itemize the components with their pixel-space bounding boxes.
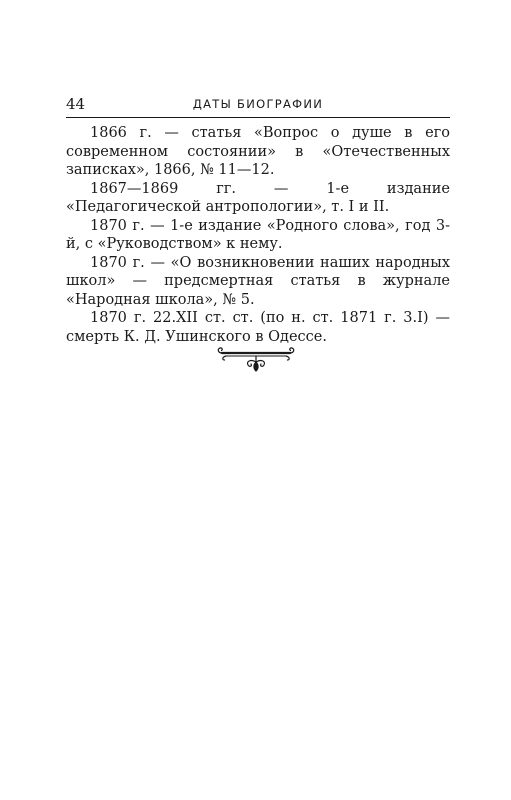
header-rule	[66, 117, 450, 118]
date-entry: 1870 г. 22.XII ст. ст. (по н. ст. 1871 г. 3.I) — смерть К. Д. Ушинского в Одессе.	[66, 310, 450, 345]
page-header-title: ДАТЫ БИОГРАФИИ	[192, 97, 324, 111]
page-number: 44	[66, 95, 86, 113]
date-entry: 1870 г. — «О возникновении наших народных школ» — предсмертная статья в журнале «Народная школа», № 5.	[66, 254, 450, 308]
date-entry: 1866 г. — статья «Вопрос о душе в его современном состоянии» в «Отечественных записках», 1866, № 11—12.	[66, 125, 450, 178]
date-entry: 1867—1869 гг. — 1-е издание «Педагогической антропологии», т. I и II.	[66, 180, 450, 215]
decorative-tailpiece-ornament-icon	[216, 345, 296, 373]
biography-dates-list	[66, 124, 450, 346]
date-entry: 1870 г. — 1-е издание «Родного слова», год 3-й, с «Руководством» к нему.	[66, 217, 450, 252]
running-head	[66, 96, 450, 112]
